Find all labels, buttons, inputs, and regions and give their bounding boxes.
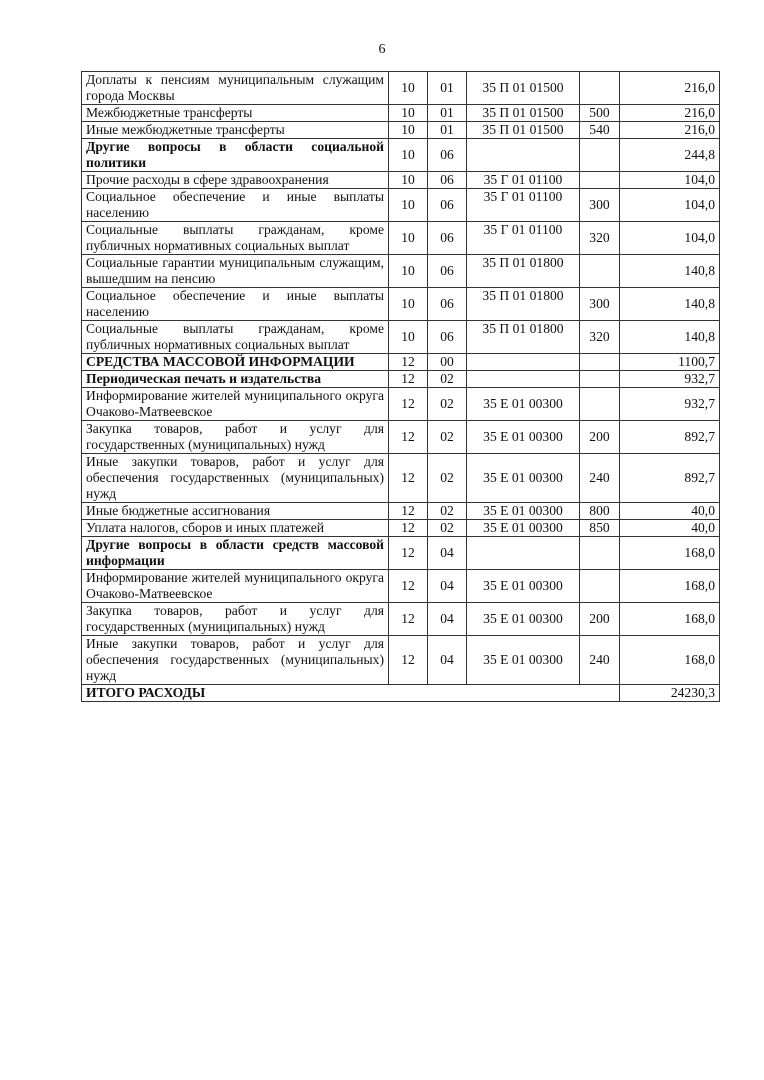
target-article-code: 35 Е 01 00300: [467, 603, 580, 636]
page-number: 6: [378, 42, 386, 57]
amount: 40,0: [620, 503, 720, 520]
subsection-code: 06: [428, 139, 467, 172]
amount: 1100,7: [620, 354, 720, 371]
amount: 216,0: [620, 122, 720, 139]
table-row: [82, 321, 720, 354]
target-article-code: 35 Е 01 00300: [467, 636, 580, 685]
section-code: 12: [389, 354, 428, 371]
expense-type-code: 320: [580, 222, 620, 255]
expense-name: Закупка товаров, работ и услуг для государственных (муниципальных) нужд: [82, 603, 389, 636]
amount: 104,0: [620, 172, 720, 189]
section-code: 12: [389, 371, 428, 388]
expense-name: Социальное обеспечение и иные выплаты населению: [82, 288, 389, 321]
expense-type-code: 240: [580, 454, 620, 503]
target-article-code: 35 П 01 01500: [467, 122, 580, 139]
expense-type-code: 240: [580, 636, 620, 685]
target-article-code: 35 Е 01 00300: [467, 421, 580, 454]
expense-type-code: [580, 172, 620, 189]
table-row: [82, 222, 720, 255]
expense-type-code: 800: [580, 503, 620, 520]
expense-type-code: [580, 139, 620, 172]
subsection-code: 02: [428, 520, 467, 537]
amount: 140,8: [620, 288, 720, 321]
target-article-code: 35 П 01 01500: [467, 105, 580, 122]
target-article-code: 35 Е 01 00300: [467, 388, 580, 421]
expense-type-code: 320: [580, 321, 620, 354]
table-row: [82, 72, 720, 105]
expense-type-code: [580, 72, 620, 105]
table-row: [82, 122, 720, 139]
amount: 216,0: [620, 105, 720, 122]
expense-name: Социальное обеспечение и иные выплаты населению: [82, 189, 389, 222]
subsection-code: 06: [428, 255, 467, 288]
amount: 168,0: [620, 636, 720, 685]
table-row: [82, 371, 720, 388]
expense-name: Закупка товаров, работ и услуг для государственных (муниципальных) нужд: [82, 421, 389, 454]
expenses-table: [81, 71, 720, 702]
section-code: 12: [389, 636, 428, 685]
total-label: ИТОГО РАСХОДЫ: [82, 685, 620, 702]
section-code: 10: [389, 172, 428, 189]
expense-type-code: [580, 255, 620, 288]
section-code: 12: [389, 503, 428, 520]
table-row: [82, 503, 720, 520]
target-article-code: 35 П 01 01800: [467, 321, 580, 354]
section-code: 10: [389, 321, 428, 354]
target-article-code: [467, 139, 580, 172]
total-row: [82, 685, 720, 702]
amount: 168,0: [620, 570, 720, 603]
subsection-code: 01: [428, 105, 467, 122]
expense-name: Социальные выплаты гражданам, кроме публичных нормативных социальных выплат: [82, 222, 389, 255]
expense-type-code: [580, 537, 620, 570]
expense-type-code: [580, 371, 620, 388]
table-row: [82, 388, 720, 421]
amount: 932,7: [620, 371, 720, 388]
table-row: [82, 288, 720, 321]
target-article-code: 35 П 01 01500: [467, 72, 580, 105]
amount: 40,0: [620, 520, 720, 537]
section-code: 10: [389, 288, 428, 321]
subsection-code: 01: [428, 122, 467, 139]
expense-name: Периодическая печать и издательства: [82, 371, 389, 388]
amount: 932,7: [620, 388, 720, 421]
expense-type-code: 200: [580, 603, 620, 636]
expense-name: Уплата налогов, сборов и иных платежей: [82, 520, 389, 537]
table-row: [82, 454, 720, 503]
subsection-code: 02: [428, 454, 467, 503]
target-article-code: 35 Е 01 00300: [467, 570, 580, 603]
expense-type-code: 850: [580, 520, 620, 537]
section-code: 10: [389, 222, 428, 255]
amount: 168,0: [620, 603, 720, 636]
target-article-code: 35 Г 01 01100: [467, 172, 580, 189]
subsection-code: 06: [428, 288, 467, 321]
expense-name: Другие вопросы в области социальной политики: [82, 139, 389, 172]
subsection-code: 02: [428, 421, 467, 454]
expense-type-code: [580, 570, 620, 603]
amount: 216,0: [620, 72, 720, 105]
table-row: [82, 105, 720, 122]
expense-type-code: [580, 354, 620, 371]
section-code: 12: [389, 520, 428, 537]
amount: 168,0: [620, 537, 720, 570]
table-row: [82, 189, 720, 222]
target-article-code: 35 Г 01 01100: [467, 189, 580, 222]
expense-name: Социальные выплаты гражданам, кроме публичных нормативных социальных выплат: [82, 321, 389, 354]
subsection-code: 00: [428, 354, 467, 371]
amount: 892,7: [620, 421, 720, 454]
section-code: 12: [389, 537, 428, 570]
section-code: 10: [389, 72, 428, 105]
expense-name: Информирование жителей муниципального округа Очаково-Матвеевское: [82, 570, 389, 603]
subsection-code: 06: [428, 189, 467, 222]
expense-name: Социальные гарантии муниципальным служащим, вышедшим на пенсию: [82, 255, 389, 288]
expense-name: Межбюджетные трансферты: [82, 105, 389, 122]
target-article-code: 35 Е 01 00300: [467, 520, 580, 537]
expense-type-code: 200: [580, 421, 620, 454]
table-row: [82, 139, 720, 172]
table-row: [82, 255, 720, 288]
target-article-code: 35 Е 01 00300: [467, 454, 580, 503]
expense-name: Прочие расходы в сфере здравоохранения: [82, 172, 389, 189]
table-row: [82, 570, 720, 603]
expense-type-code: 540: [580, 122, 620, 139]
expense-name: СРЕДСТВА МАССОВОЙ ИНФОРМАЦИИ: [82, 354, 389, 371]
expense-name: Иные закупки товаров, работ и услуг для обеспечения государственных (муниципальных) нужд: [82, 636, 389, 685]
expense-name: Иные бюджетные ассигнования: [82, 503, 389, 520]
amount: 104,0: [620, 189, 720, 222]
subsection-code: 06: [428, 172, 467, 189]
table-row: [82, 603, 720, 636]
section-code: 10: [389, 139, 428, 172]
subsection-code: 06: [428, 321, 467, 354]
expense-name: Информирование жителей муниципального округа Очаково-Матвеевское: [82, 388, 389, 421]
amount: 140,8: [620, 255, 720, 288]
subsection-code: 04: [428, 537, 467, 570]
section-code: 12: [389, 570, 428, 603]
subsection-code: 02: [428, 503, 467, 520]
subsection-code: 04: [428, 636, 467, 685]
expense-type-code: 500: [580, 105, 620, 122]
target-article-code: 35 П 01 01800: [467, 288, 580, 321]
target-article-code: 35 П 01 01800: [467, 255, 580, 288]
section-code: 10: [389, 105, 428, 122]
total-sum: 24230,3: [620, 685, 720, 702]
table-row: [82, 421, 720, 454]
table-row: [82, 172, 720, 189]
expense-name: Иные межбюджетные трансферты: [82, 122, 389, 139]
section-code: 12: [389, 603, 428, 636]
target-article-code: [467, 537, 580, 570]
expense-name: Другие вопросы в области средств массовой информации: [82, 537, 389, 570]
expense-type-code: 300: [580, 189, 620, 222]
section-code: 12: [389, 454, 428, 503]
expense-type-code: 300: [580, 288, 620, 321]
target-article-code: [467, 371, 580, 388]
section-code: 10: [389, 255, 428, 288]
amount: 244,8: [620, 139, 720, 172]
subsection-code: 01: [428, 72, 467, 105]
subsection-code: 06: [428, 222, 467, 255]
expense-name: Доплаты к пенсиям муниципальным служащим города Москвы: [82, 72, 389, 105]
amount: 104,0: [620, 222, 720, 255]
section-code: 10: [389, 122, 428, 139]
subsection-code: 04: [428, 603, 467, 636]
subsection-code: 04: [428, 570, 467, 603]
amount: 892,7: [620, 454, 720, 503]
section-code: 10: [389, 189, 428, 222]
section-code: 12: [389, 421, 428, 454]
expenses-table-body: [82, 72, 720, 702]
target-article-code: [467, 354, 580, 371]
target-article-code: 35 Г 01 01100: [467, 222, 580, 255]
expense-name: Иные закупки товаров, работ и услуг для обеспечения государственных (муниципальных) нужд: [82, 454, 389, 503]
subsection-code: 02: [428, 371, 467, 388]
target-article-code: 35 Е 01 00300: [467, 503, 580, 520]
table-row: [82, 354, 720, 371]
subsection-code: 02: [428, 388, 467, 421]
table-row: [82, 520, 720, 537]
amount: 140,8: [620, 321, 720, 354]
table-row: [82, 537, 720, 570]
table-row: [82, 636, 720, 685]
section-code: 12: [389, 388, 428, 421]
expense-type-code: [580, 388, 620, 421]
